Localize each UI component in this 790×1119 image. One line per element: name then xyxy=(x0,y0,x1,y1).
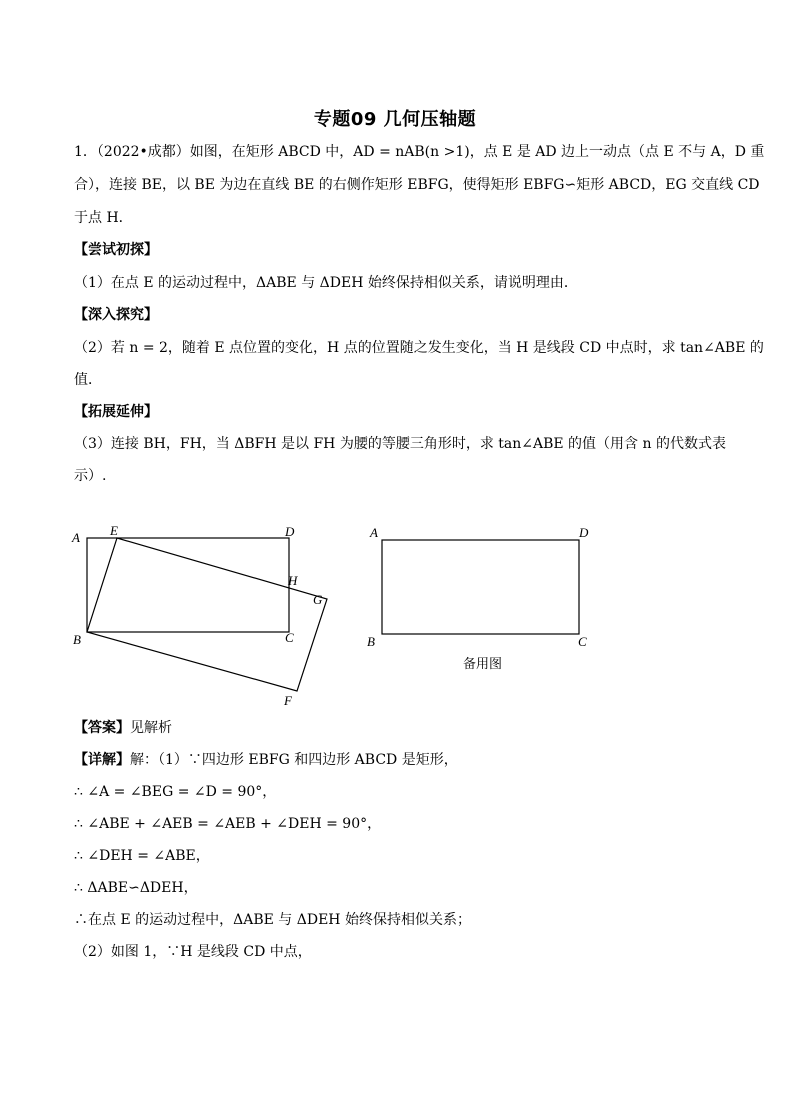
spare-figure-caption: 备用图 xyxy=(463,657,503,672)
problem-line-1: 1．（2022•成都）如图，在矩形 ABCD 中，AD = nAB(n >1)，点 E 是 AD 边上一动点（点 E 不与 A，D 重 xyxy=(74,144,765,160)
label-b: B xyxy=(73,632,81,647)
solution-line-3: ∴ ∠ABE + ∠AEB = ∠AEB + ∠DEH = 90°， xyxy=(74,816,382,832)
label-a-2: A xyxy=(370,525,378,540)
label-c: C xyxy=(285,630,294,645)
label-h: H xyxy=(288,573,298,588)
page-title: 专题09 几何压轴题 xyxy=(313,109,477,130)
solution-label: 【详解】 xyxy=(74,752,130,768)
figure-2 xyxy=(382,540,579,634)
question-1: （1）在点 E 的运动过程中，ΔABE 与 ΔDEH 始终保持相似关系，请说明理由． xyxy=(74,275,578,291)
answer-text: 见解析 xyxy=(130,720,172,736)
label-f: F xyxy=(284,693,292,708)
problem-line-2: 合），连接 BE，以 BE 为边在直线 BE 的右侧作矩形 EBFG，使得矩形 EBFG∽矩形 ABCD，EG 交直线 CD xyxy=(74,177,760,193)
figure-1 xyxy=(87,538,327,691)
solution-line-7: （2）如图 1，∵H 是线段 CD 中点， xyxy=(74,944,312,960)
solution-text-1: 解：（1）∵四边形 EBFG 和四边形 ABCD 是矩形， xyxy=(130,752,458,768)
label-a: A xyxy=(72,530,80,545)
question-3-line-2: 示）. xyxy=(74,468,107,484)
solution-line-2: ∴ ∠A = ∠BEG = ∠D = 90°， xyxy=(74,784,277,800)
question-3-line-1: （3）连接 BH，FH，当 ΔBFH 是以 FH 为腰的等腰三角形时，求 tan∠ABE 的值（用含 n 的代数式表 xyxy=(74,436,726,452)
label-d: D xyxy=(285,524,295,539)
solution-line-5: ∴ ΔABE∽ΔDEH， xyxy=(74,880,198,896)
solution-line-6: ∴在点 E 的运动过程中，ΔABE 与 ΔDEH 始终保持相似关系； xyxy=(74,912,471,928)
answer-label: 【答案】 xyxy=(74,720,130,736)
rectangle-abcd xyxy=(87,538,289,632)
label-b-2: B xyxy=(367,634,375,649)
question-2-line-2: 值． xyxy=(74,372,102,388)
rectangle-abcd-spare xyxy=(382,540,579,634)
section-extend-heading: 【拓展延伸】 xyxy=(74,404,158,420)
section-try-heading: 【尝试初探】 xyxy=(74,242,158,258)
problem-line-3: 于点 H． xyxy=(74,210,133,226)
label-d-2: D xyxy=(579,525,589,540)
solution-line-4: ∴ ∠DEH = ∠ABE， xyxy=(74,848,210,864)
section-deep-heading: 【深入探究】 xyxy=(74,307,158,323)
answer-line xyxy=(74,718,724,738)
label-c-2: C xyxy=(578,634,587,649)
question-2-line-1: （2）若 n = 2，随着 E 点位置的变化，H 点的位置随之发生变化，当 H 是线段 CD 中点时，求 tan∠ABE 的 xyxy=(74,340,764,356)
label-g: G xyxy=(313,592,323,607)
geometry-figures xyxy=(60,515,620,715)
rectangle-ebfg xyxy=(87,538,327,691)
solution-line-1 xyxy=(74,750,724,770)
label-e: E xyxy=(110,523,118,538)
